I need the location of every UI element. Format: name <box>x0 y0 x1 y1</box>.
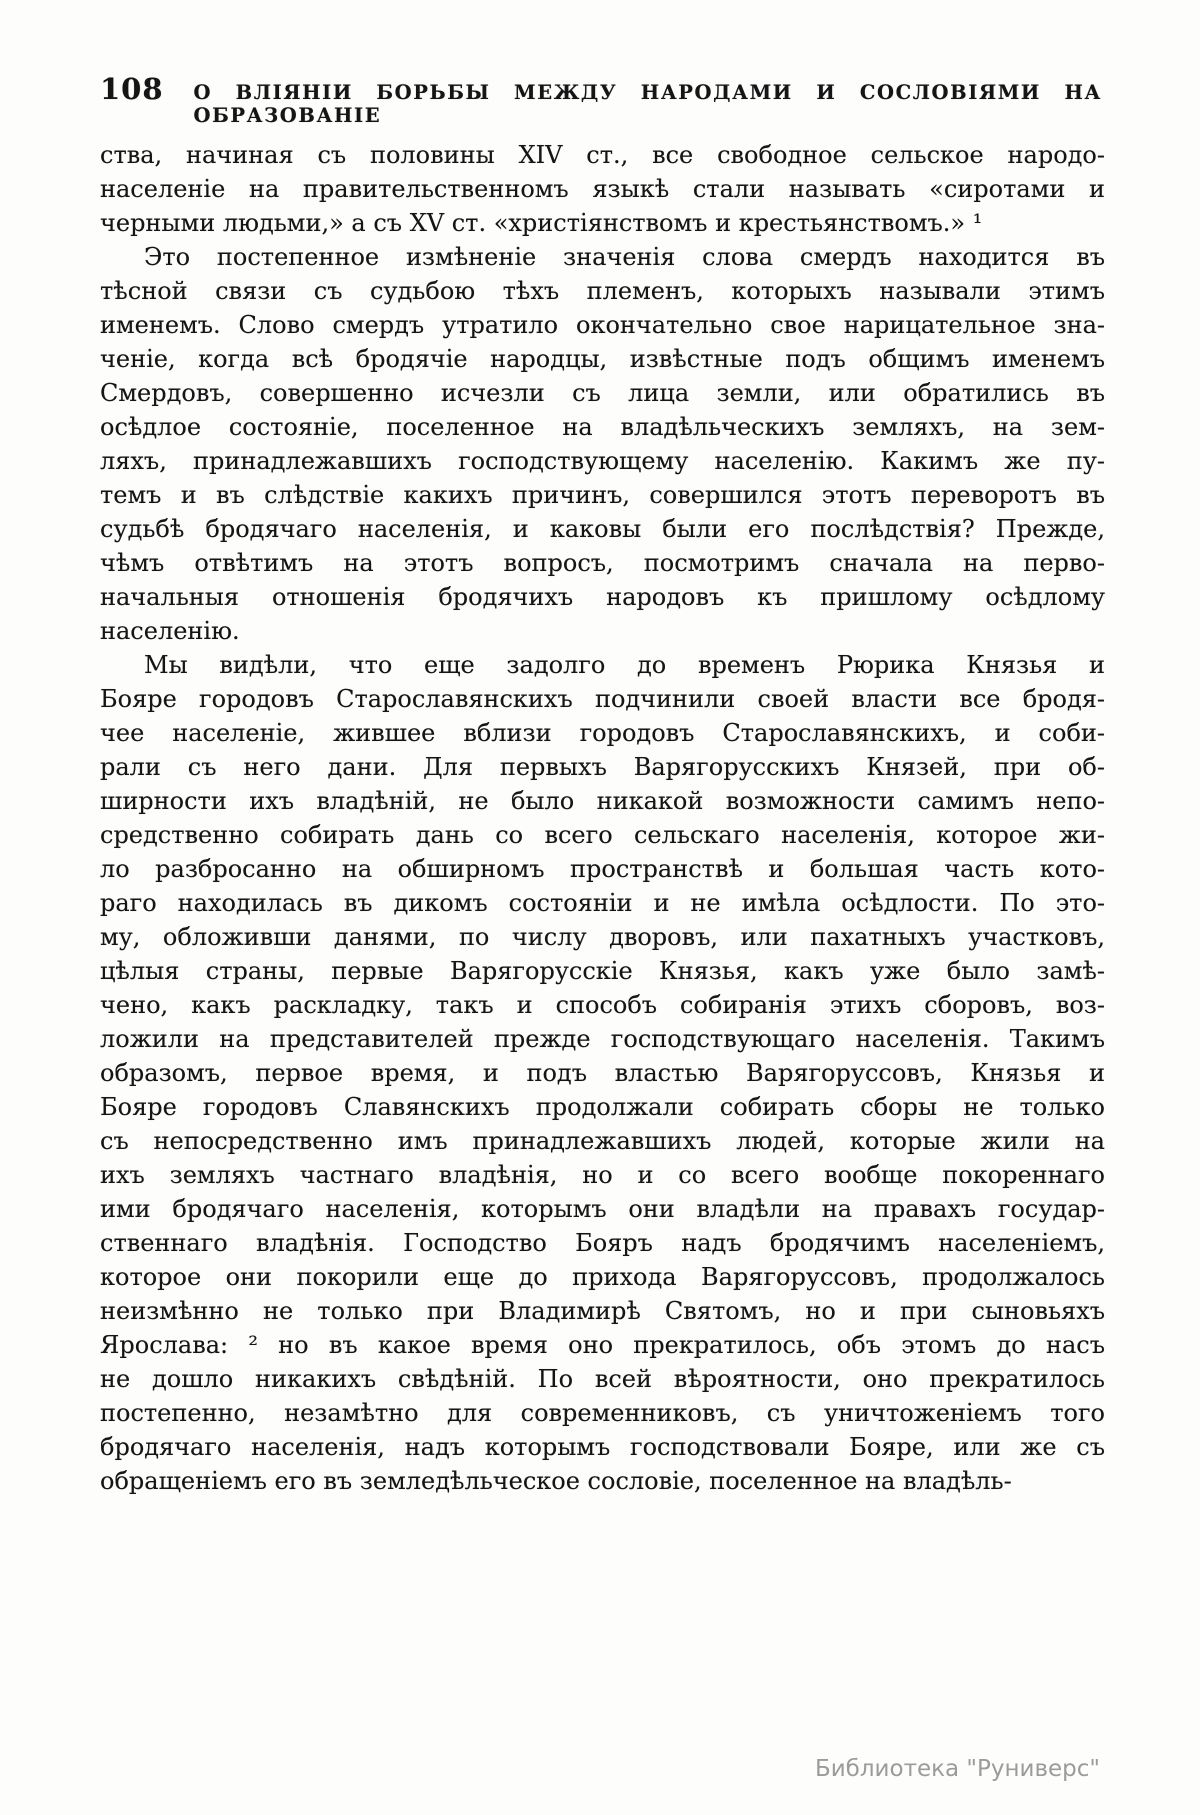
text-line: темъ и въ слѣдствіе какихъ причинъ, совершился этотъ переворотъ въ <box>100 481 1105 509</box>
text-line: постепенно, незамѣтно для современниковъ, съ уничтоженіемъ того <box>100 1399 1105 1427</box>
text-line: ства, начиная съ половины XIV ст., все свободное сельское народо- <box>100 141 1105 169</box>
running-head <box>100 72 1102 127</box>
text-line: бродячаго населенія, надъ которымъ господствовали Бояре, или же съ <box>100 1433 1105 1461</box>
text-line: раго находилась въ дикомъ состояніи и не имѣла осѣдлости. По это- <box>100 889 1105 917</box>
text-line: ственнаго владѣнія. Господство Бояръ надъ бродячимъ населеніемъ, <box>100 1229 1105 1257</box>
text-line: обращеніемъ его въ земледѣльческое сословіе, поселенное на владѣль- <box>100 1467 1012 1495</box>
text-line: Бояре городовъ Старославянскихъ подчинили своей власти все бродя- <box>100 685 1105 713</box>
text-line: образомъ, первое время, и подъ властью Варягоруссовъ, Князья и <box>100 1059 1105 1087</box>
watermark: Библиотека "Руниверс" <box>814 1756 1100 1782</box>
text-line: му, обложивши данями, по числу дворовъ, или пахатныхъ участковъ, <box>100 923 1105 951</box>
text-line: судьбѣ бродячаго населенія, и каковы были его послѣдствія? Прежде, <box>100 515 1105 543</box>
text-line: чѣмъ отвѣтимъ на этотъ вопросъ, посмотримъ сначала на перво- <box>100 549 1105 577</box>
text-line: Смердовъ, совершенно исчезли съ лица земли, или обратились въ <box>100 379 1105 407</box>
text-line: именемъ. Слово смердъ утратило окончательно свое нарицательное зна- <box>100 311 1105 339</box>
text-line: ложили на представителей прежде господствующаго населенія. Такимъ <box>100 1025 1105 1053</box>
page-number: 108 <box>100 72 164 106</box>
text-line: Мы видѣли, что еще задолго до временъ Рюрика Князья и <box>144 651 1105 679</box>
text-line: Это постепенное измѣненіе значенія слова смердъ находится въ <box>144 243 1105 271</box>
text-line: Ярослава: ² но въ какое время оно прекратилось, объ этомъ до насъ <box>100 1331 1105 1359</box>
text-block <box>100 138 1105 1498</box>
text-line: населеніе на правительственномъ языкѣ стали называть «сиротами и <box>100 175 1105 203</box>
text-line: цѣлыя страны, первые Варягорусскіе Князья, какъ уже было замѣ- <box>100 957 1105 985</box>
text-line: черными людьми,» а съ XV ст. «христіянствомъ и крестьянствомъ.» ¹ <box>100 209 983 237</box>
text-line: неизмѣнно не только при Владимирѣ Святомъ, но и при сыновьяхъ <box>100 1297 1105 1325</box>
text-line: тѣсной связи съ судьбою тѣхъ племенъ, которыхъ называли этимъ <box>100 277 1105 305</box>
text-line: населенію. <box>100 617 240 645</box>
text-line: ло разбросанно на обширномъ пространствѣ и большая часть кото- <box>100 855 1105 883</box>
text-line: начальныя отношенія бродячихъ народовъ къ пришлому осѣдлому <box>100 583 1105 611</box>
text-line: ширности ихъ владѣній, не было никакой возможности самимъ непо- <box>100 787 1105 815</box>
text-line: осѣдлое состояніе, поселенное на владѣльческихъ земляхъ, на зем- <box>100 413 1105 441</box>
text-line: рали съ него дани. Для первыхъ Варягорусскихъ Князей, при об- <box>100 753 1105 781</box>
text-line: ченіе, когда всѣ бродячіе народцы, извѣстные подъ общимъ именемъ <box>100 345 1105 373</box>
text-line: которое они покорили еще до прихода Варягоруссовъ, продолжалось <box>100 1263 1105 1291</box>
text-line: ляхъ, принадлежавшихъ господствующему населенію. Какимъ же пу- <box>100 447 1105 475</box>
text-line: съ непосредственно имъ принадлежавшихъ людей, которые жили на <box>100 1127 1105 1155</box>
text-line: ими бродячаго населенія, которымъ они владѣли на правахъ государ- <box>100 1195 1105 1223</box>
text-line: чее населеніе, жившее вблизи городовъ Старославянскихъ, и соби- <box>100 719 1105 747</box>
text-line: Бояре городовъ Славянскихъ продолжали собирать сборы не только <box>100 1093 1105 1121</box>
text-line: не дошло никакихъ свѣдѣній. По всей вѣроятности, оно прекратилось <box>100 1365 1105 1393</box>
text-line: средственно собирать дань со всего сельскаго населенія, которое жи- <box>100 821 1105 849</box>
running-title: О ВЛІЯНІИ БОРЬБЫ МЕЖДУ НАРОДАМИ И СОСЛОВІЯМИ НА ОБРАЗОВАНІЕ <box>193 81 1102 127</box>
text-line: чено, какъ раскладку, такъ и способъ собиранія этихъ сборовъ, воз- <box>100 991 1105 1019</box>
text-line: ихъ земляхъ частнаго владѣнія, но и со всего вообще покореннаго <box>100 1161 1105 1189</box>
